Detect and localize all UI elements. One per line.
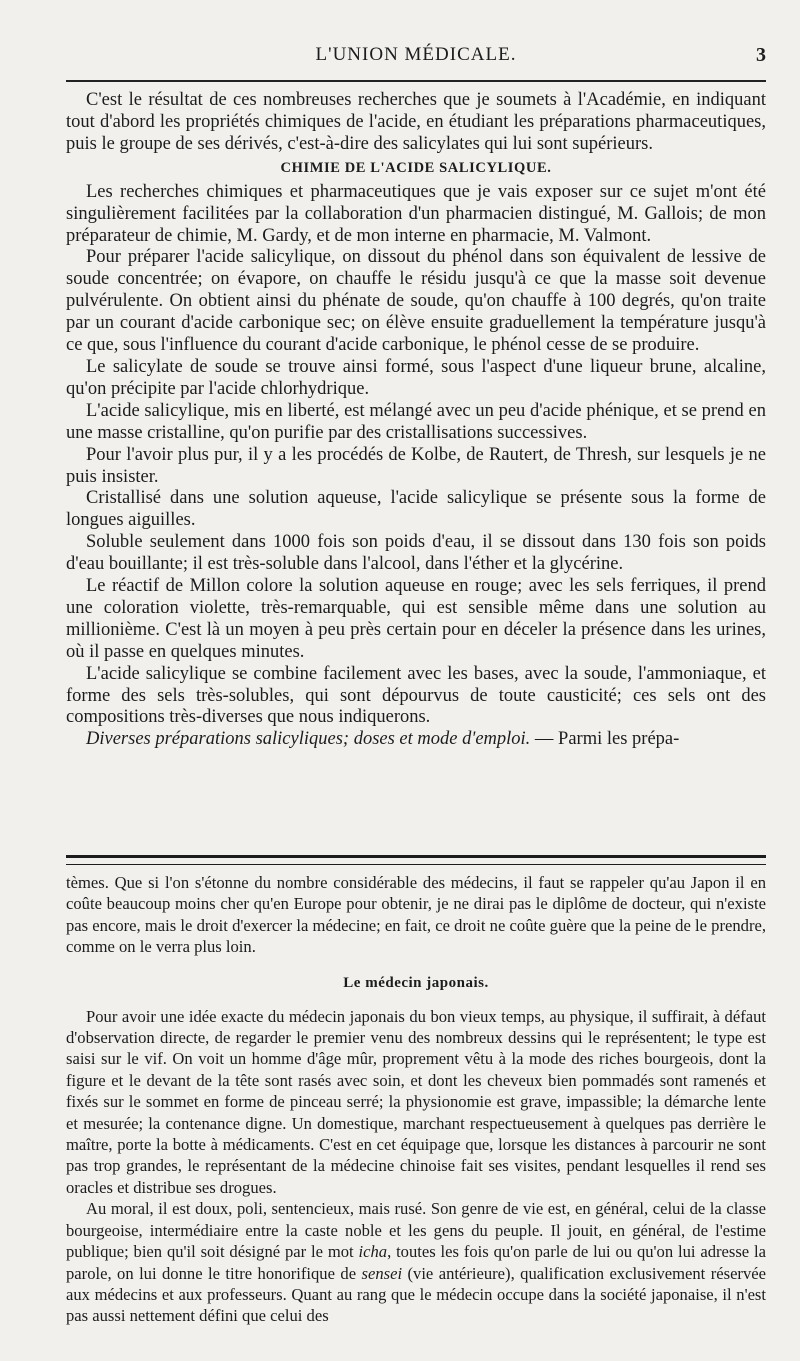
feuilleton-paragraph-3 — [66, 1198, 766, 1326]
feuilleton-paragraph-1: tèmes. Que si l'on s'étonne du nombre considérable des médecins, il faut se rappeler qu'au Japon il en coûte beaucoup moins cher qu'en Europe pour obtenir, je ne dirai pas le diplôme de docteur, qui n'existe pas encore, mais le droit d'exercer la médecine; en fait, ce droit ne coûte guère que la peine de le prendre, comme on le verra plus loin. — [66, 873, 766, 957]
running-header — [66, 44, 766, 70]
main-article — [66, 90, 766, 751]
header-rule — [66, 80, 766, 82]
article-paragraph-11 — [66, 729, 766, 751]
article-paragraph-2: Les recherches chimiques et pharmaceutiques que je vais exposer sur ce sujet m'ont été singulièrement facilitées par la collaboration d'un pharmacien distingué, M. Gallois; de mon préparateur de chimie, M. Gardy, et de mon interne en pharmacie, M. Valmont. — [66, 181, 766, 246]
article-paragraph-3: Pour préparer l'acide salicylique, on dissout du phénol dans son équivalent de lessive de soude concentrée; on évapore, on chauffe le résidu jusqu'à ce que la masse soit devenue pulvérulente. On obtient ainsi du phénate de soude, qu'on chauffe à 100 degrés, qu'on traite par un courant d'acide carbonique sec; on élève ensuite graduellement la température jusqu'à ce que, sous l'influence du courant d'acide carbonique, le phénol cesse de se produire. — [66, 247, 766, 356]
article-paragraph-6: Pour l'avoir plus pur, il y a les procédés de Kolbe, de Rautert, de Thresh, sur lesquels je ne puis insister. — [66, 444, 766, 487]
text-run: Au moral, il est doux, poli, sentencieux, mais rusé. Son genre de vie est, en général, celui de la classe bourgeoise, intermédiaire entre la caste noble et les gens du peuple. Il jouit, en général, de l'estime publique; bien qu'il soit désigné par le mot — [66, 1199, 766, 1262]
article-paragraph-10: L'acide salicylique se combine facilement avec les bases, avec la soude, l'ammoniaque, et forme des sels très-solubles, qui sont dépourvus de toute causticité; ces sels ont des compositions très-diverses que nous indiquerons. — [66, 663, 766, 728]
term-icha: icha — [358, 1242, 388, 1262]
article-paragraph-9: Le réactif de Millon colore la solution aqueuse en rouge; avec les sels ferriques, il prend une coloration violette, très-remarquable, qui est sensible même dans une solution au millionième. C'est là un moyen à peu près certain pour en déceler la présence dans les urines, où il passe en quelques minutes. — [66, 576, 766, 662]
feuilleton-section — [66, 872, 766, 1327]
article-paragraph-7: Cristallisé dans une solution aqueuse, l'acide salicylique se présente sous la forme de longues aiguilles. — [66, 488, 766, 531]
feuilleton-heading: Le médecin japonais. — [343, 974, 489, 991]
article-paragraph-4: Le salicylate de soude se trouve ainsi formé, sous l'aspect d'une liqueur brune, alcaline, qu'on précipite par l'acide chlorhydrique. — [66, 356, 766, 399]
feuilleton-separator — [66, 855, 766, 865]
journal-title: L'UNION MÉDICALE. — [315, 44, 517, 65]
text-run: (vie antérieure), qualification exclusivement réservée aux médecins et aux professeurs. Quant au rang que le médecin occupe dans la société japonaise, il n'est pas aussi nettement défini que celui des — [66, 1263, 766, 1326]
text-run: , toutes les fois qu'on parle de lui ou qu'on lui adresse la parole, on lui donne le titre honorifique de — [66, 1242, 766, 1283]
article-paragraph-5: L'acide salicylique, mis en liberté, est mélangé avec un peu d'acide phénique, et se prend en une masse cristalline, qu'on purifie par des cristallisations successives. — [66, 400, 766, 443]
subsection-lead: Diverses préparations salicyliques; doses et mode d'emploi. — [86, 729, 531, 750]
term-sensei: sensei — [361, 1263, 403, 1283]
paragraph-continuation: — Parmi les prépa- — [530, 729, 680, 750]
page-number: 3 — [756, 44, 766, 66]
article-paragraph-1: C'est le résultat de ces nombreuses recherches que je soumets à l'Académie, en indiquant tout d'abord les propriétés chimiques de l'acide, en étudiant les préparations pharmaceutiques, puis le groupe de ses dérivés, c'est-à-dire des salicylates qui lui sont supérieurs. — [66, 90, 766, 154]
feuilleton-paragraph-2: Pour avoir une idée exacte du médecin japonais du bon vieux temps, au physique, il suffirait, à défaut d'observation directe, de regarder le premier venu des nombreux dessins qui le représentent; le type est saisi sur le vif. On voit un homme d'âge mûr, proprement vêtu à la mode des riches bourgeois, dont la figure et le devant de la tête sont rasés avec soin, et dont les cheveux bien pommadés sont ramenés et fixés sur le sommet en forme de pinceau serré; la physionomie est grave, impassible; la démarche lente et mesurée; la contenance digne. Un domestique, marchant respectueusement à quelques pas derrière le maître, porte la botte à médicaments. C'est en cet équipage que, lorsque les distances à parcourir ne sont pas trop grandes, le représentant de la médecine chinoise fait ses visites, pendant lesquelles il rend ses oracles et distribue ses drogues. — [66, 1006, 766, 1197]
article-paragraph-8: Soluble seulement dans 1000 fois son poids d'eau, il se dissout dans 130 fois son poids d'eau bouillante; il est très-soluble dans l'alcool, dans l'éther et la glycérine. — [66, 532, 766, 575]
section-heading: CHIMIE DE L'ACIDE SALICYLIQUE. — [280, 159, 552, 176]
